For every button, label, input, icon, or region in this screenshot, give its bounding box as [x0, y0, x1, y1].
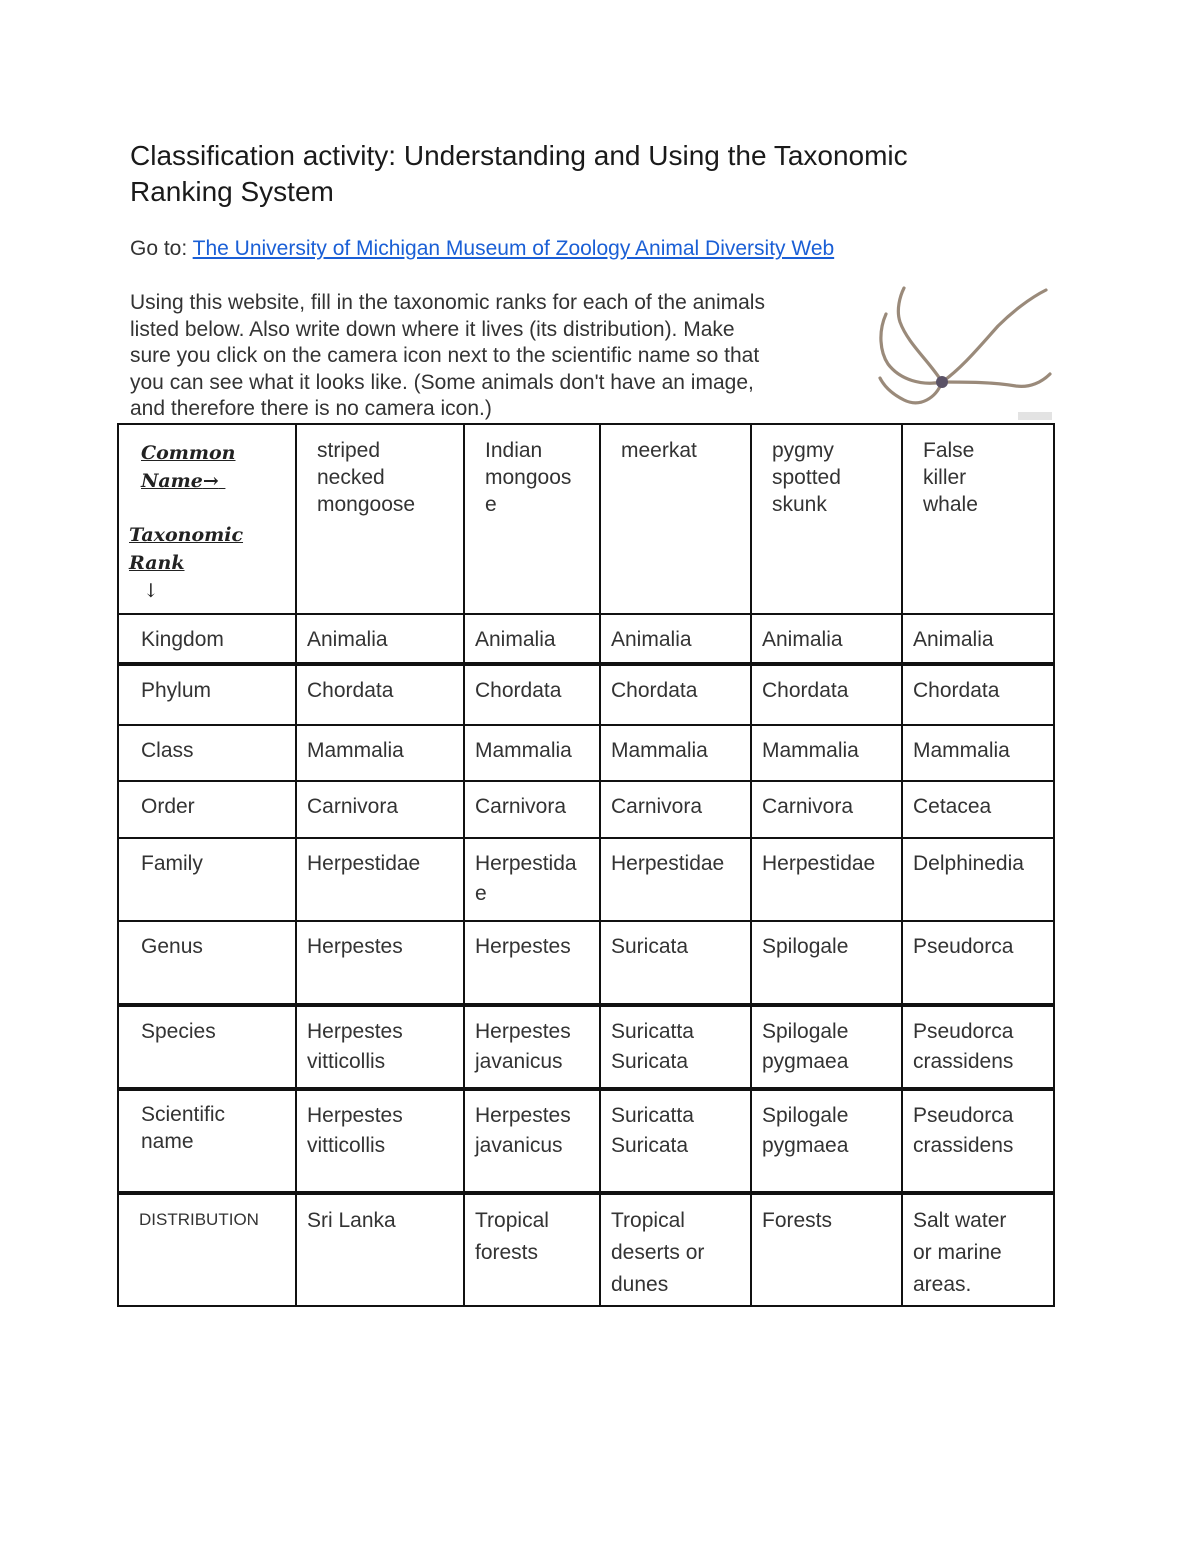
table-cell: Mammalia	[600, 725, 751, 781]
goto-label: Go to:	[130, 237, 193, 260]
table-cell: Tropical forests	[464, 1193, 600, 1306]
table-cell: Chordata	[600, 664, 751, 725]
name-label: Name	[141, 470, 203, 492]
brittle-star-image	[870, 282, 1055, 422]
table-cell: Carnivora	[600, 781, 751, 838]
table-cell: Sri Lanka	[296, 1193, 464, 1306]
rank-cell: Species	[118, 1005, 296, 1089]
table-cell: Pseudorca crassidens	[902, 1005, 1054, 1089]
table-cell: Chordata	[296, 664, 464, 725]
corner-cell	[118, 424, 296, 614]
intro-line: sure you click on the camera icon next to the scientific name so that	[130, 344, 760, 368]
table-cell: Spilogale pygmaea	[751, 1005, 902, 1089]
taxonomy-table	[117, 423, 1055, 1307]
table-cell: Mammalia	[902, 725, 1054, 781]
table-row	[118, 614, 1054, 664]
table-cell: Herpestida e	[464, 838, 600, 921]
table-row	[118, 921, 1054, 1005]
table-cell: Animalia	[751, 614, 902, 664]
table-cell: Chordata	[902, 664, 1054, 725]
title-line-1: Classification activity: Understanding and Using the Taxonomic	[130, 140, 908, 171]
table-row	[118, 664, 1054, 725]
intro-line: you can see what it looks like. (Some animals don't have an image,	[130, 370, 754, 394]
intro-line: Using this website, fill in the taxonomic ranks for each of the animals	[130, 291, 765, 314]
title-line-2: Ranking System	[130, 176, 334, 207]
animal-header: meerkat	[600, 424, 751, 614]
table-cell: Forests	[751, 1193, 902, 1306]
table-cell: Spilogale pygmaea	[751, 1089, 902, 1193]
animal-header: False killer whale	[902, 424, 1054, 614]
table-cell: Cetacea	[902, 781, 1054, 838]
table-row	[118, 1089, 1054, 1193]
table-cell: Carnivora	[296, 781, 464, 838]
animal-header: Indian mongoos e	[464, 424, 600, 614]
intro-line: and therefore there is no camera icon.)	[130, 397, 492, 421]
table-cell: Chordata	[464, 664, 600, 725]
table-cell: Carnivora	[751, 781, 902, 838]
rank-label: Rank	[129, 552, 185, 574]
table-cell: Herpestidae	[600, 838, 751, 921]
table-cell: Delphinedia	[902, 838, 1054, 921]
table-cell: Herpestes	[464, 921, 600, 1005]
table-cell: Suricatta Suricata	[600, 1005, 751, 1089]
table-cell: Mammalia	[464, 725, 600, 781]
table-row	[118, 1193, 1054, 1306]
rank-cell: Phylum	[118, 664, 296, 725]
intro-line: listed below. Also write down where it lives (its distribution). Make	[130, 317, 735, 341]
animal-header: striped necked mongoose	[296, 424, 464, 614]
table-cell: Animalia	[600, 614, 751, 664]
table-cell: Salt water or marine areas.	[902, 1193, 1054, 1306]
table-cell: Herpestes javanicus	[464, 1089, 600, 1193]
table-cell: Herpestes vitticollis	[296, 1005, 464, 1089]
table-cell: Herpestidae	[751, 838, 902, 921]
table-cell: Mammalia	[751, 725, 902, 781]
rank-cell: DISTRIBUTION	[118, 1193, 296, 1306]
table-cell: Suricata	[600, 921, 751, 1005]
table-cell: Herpestes vitticollis	[296, 1089, 464, 1193]
table-cell: Carnivora	[464, 781, 600, 838]
table-cell: Animalia	[902, 614, 1054, 664]
table-row	[118, 781, 1054, 838]
down-arrow-icon: ↓	[143, 580, 159, 602]
table-cell: Herpestes javanicus	[464, 1005, 600, 1089]
table-cell: Pseudorca crassidens	[902, 1089, 1054, 1193]
rank-cell: Order	[118, 781, 296, 838]
table-cell: Animalia	[296, 614, 464, 664]
table-cell: Tropical deserts or dunes	[600, 1193, 751, 1306]
table-cell: Mammalia	[296, 725, 464, 781]
right-arrow-icon: →	[202, 470, 219, 492]
table-cell: Spilogale	[751, 921, 902, 1005]
table-cell: Herpestidae	[296, 838, 464, 921]
rank-cell: Kingdom	[118, 614, 296, 664]
taxonomic-label: Taxonomic	[129, 524, 244, 546]
table-cell: Herpestes	[296, 921, 464, 1005]
rank-cell: Scientific name	[118, 1089, 296, 1193]
table-row	[118, 725, 1054, 781]
rank-cell: Class	[118, 725, 296, 781]
table-cell: Suricatta Suricata	[600, 1089, 751, 1193]
table-row	[118, 1005, 1054, 1089]
header-row	[118, 424, 1054, 614]
table-row	[118, 838, 1054, 921]
rank-cell: Family	[118, 838, 296, 921]
intro-paragraph	[130, 290, 860, 423]
common-label: Common	[141, 442, 236, 464]
animal-header: pygmy spotted skunk	[751, 424, 902, 614]
rank-cell: Genus	[118, 921, 296, 1005]
table-cell: Animalia	[464, 614, 600, 664]
page-title	[130, 138, 1030, 210]
table-cell: Chordata	[751, 664, 902, 725]
table-cell: Pseudorca	[902, 921, 1054, 1005]
goto-line	[130, 235, 834, 263]
animal-diversity-web-link[interactable]: The University of Michigan Museum of Zoology Animal Diversity Web	[192, 237, 835, 260]
